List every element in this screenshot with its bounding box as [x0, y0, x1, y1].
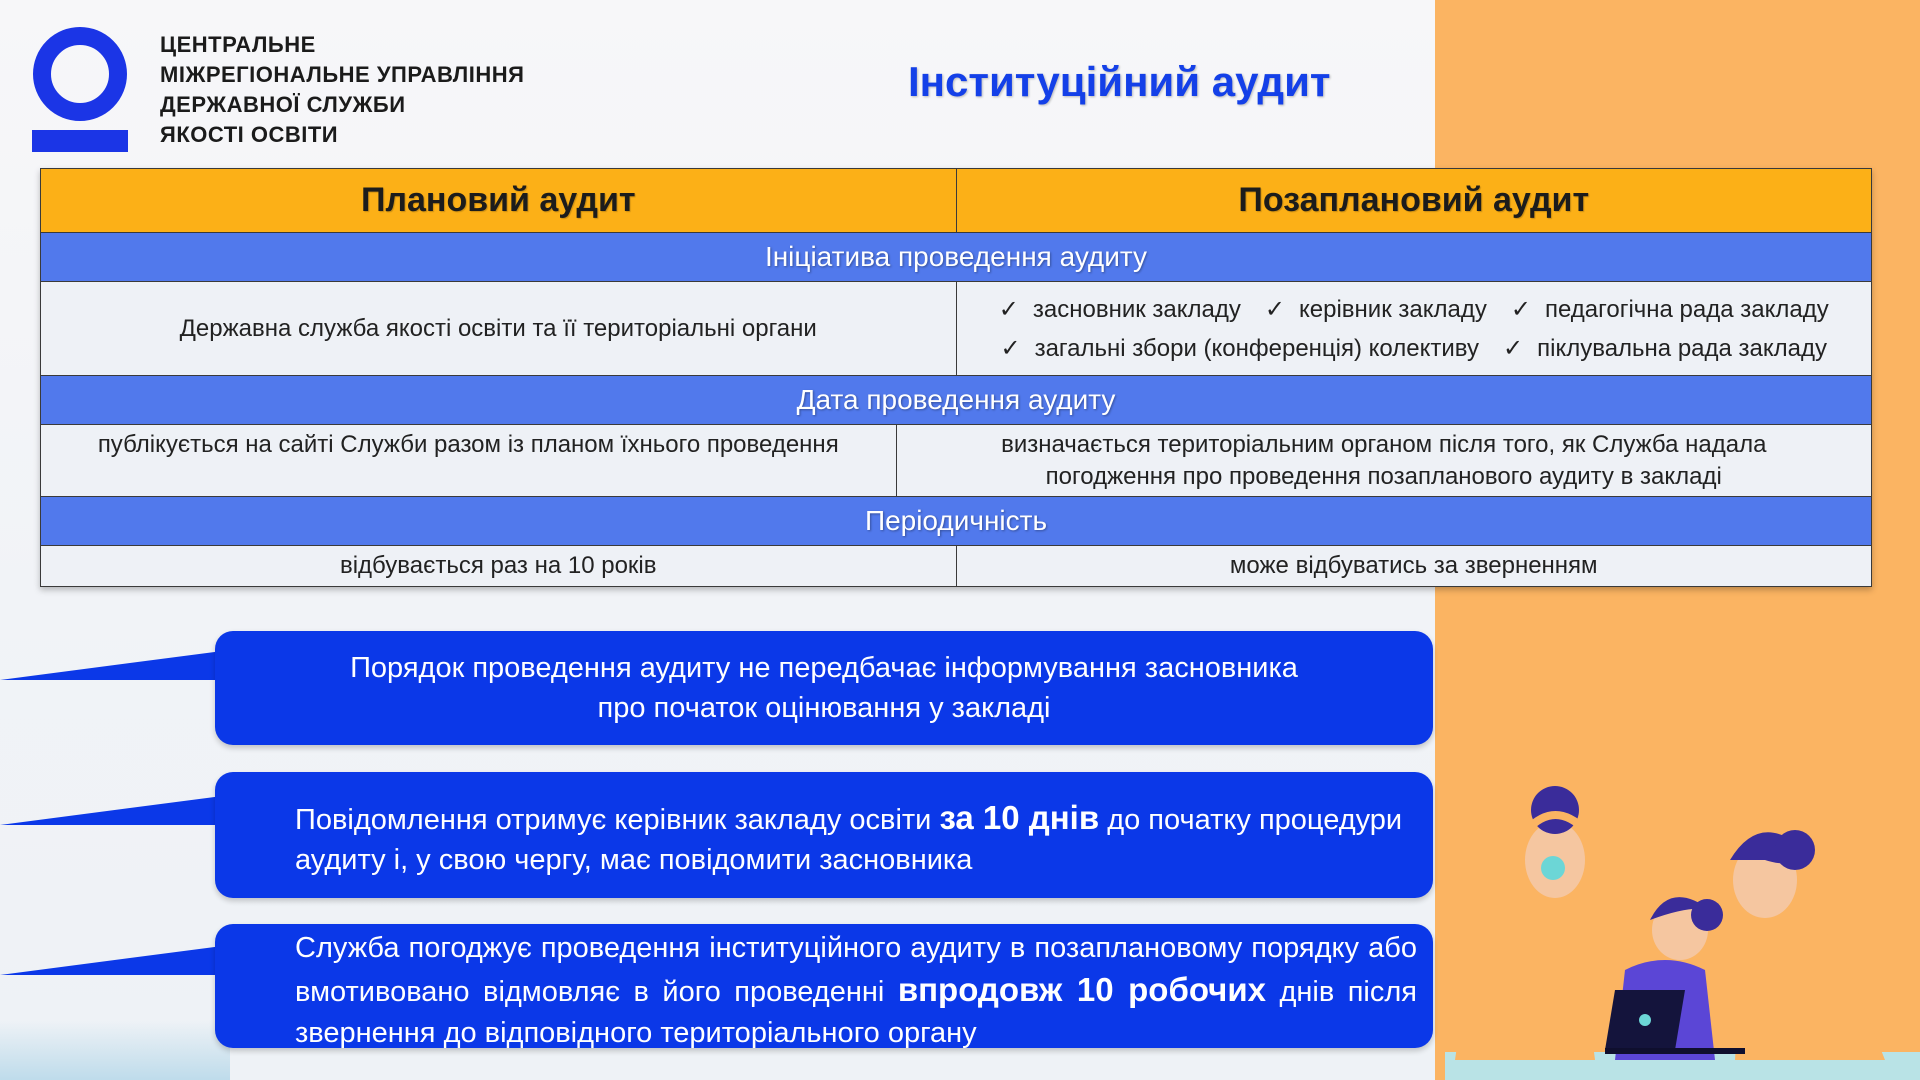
initiators-list	[999, 295, 1829, 363]
header-unplanned: Позаплановий аудит	[956, 169, 1872, 232]
cell-date-unplanned: визначається територіальним органом після того, як Служба надала погодження про проведення позапланового аудиту в закладі	[896, 425, 1872, 496]
callout-text: до початку процедури аудиту і, у свою чергу, має повідомити засновника	[295, 804, 1403, 876]
page-title: Інституційний аудит	[908, 58, 1331, 105]
org-line: ЯКОСТІ ОСВІТИ	[160, 122, 339, 147]
callout-emphasis: за 10 днів	[939, 799, 1100, 836]
callout-text: днів після звернення до відповідного територіального органу	[295, 976, 1417, 1049]
cell-date-planned: публікується на сайті Служби разом із планом їхнього проведення	[97, 431, 839, 458]
initiator-item: ✓ педагогічна рада закладу	[1511, 295, 1829, 324]
section-title-date: Дата проведення аудиту	[41, 376, 1871, 425]
org-line: ЦЕНТРАЛЬНЕ	[160, 32, 316, 57]
callout-text: Порядок проведення аудиту не передбачає інформування засновника про початок оцінювання у закладі	[350, 652, 1298, 724]
initiator-item: ✓ засновник закладу	[999, 295, 1241, 324]
logo-icon	[30, 26, 130, 156]
organization-name	[160, 30, 524, 150]
callout-notification-founder	[215, 631, 1433, 745]
org-line: ДЕРЖАВНОЇ СЛУЖБИ	[160, 92, 406, 117]
people-illustration-icon	[1445, 780, 1920, 1080]
callout-notification-head	[215, 772, 1433, 898]
initiator-item: ✓ піклувальна рада закладу	[1503, 334, 1827, 363]
header-planned: Плановий аудит	[360, 181, 636, 219]
section-title-initiative: Ініціатива проведення аудиту	[41, 233, 1871, 282]
table-header-row	[41, 169, 1871, 233]
callout-text: Служба погоджує проведення інституційного аудиту в позаплановому порядку або вмотивовано відмовляє в його проведенні	[295, 932, 1417, 1008]
initiator-item: ✓ загальні збори (конференція) колективу	[1000, 334, 1479, 363]
callout-approval	[215, 924, 1433, 1048]
org-line: МІЖРЕГІОНАЛЬНЕ УПРАВЛІННЯ	[160, 62, 525, 87]
callout-emphasis: впродовж 10 робочих	[897, 971, 1266, 1008]
audit-comparison-table	[40, 168, 1872, 587]
cell-period-planned: відбувається раз на 10 років	[339, 552, 657, 579]
initiator-item: ✓ керівник закладу	[1265, 295, 1487, 324]
callout-text: Повідомлення отримує керівник закладу освіти	[295, 804, 940, 836]
table-row	[41, 282, 1871, 376]
decorative-water	[0, 1020, 230, 1080]
table-row	[41, 546, 1871, 586]
cell-period-unplanned: може відбуватись за зверненням	[956, 546, 1872, 586]
cell-initiative-planned: Державна служба якості освіти та її територіальні органи	[179, 314, 817, 342]
table-row	[41, 425, 1871, 497]
cell-initiative-unplanned	[956, 282, 1872, 375]
section-title-periodicity: Періодичність	[41, 497, 1871, 546]
